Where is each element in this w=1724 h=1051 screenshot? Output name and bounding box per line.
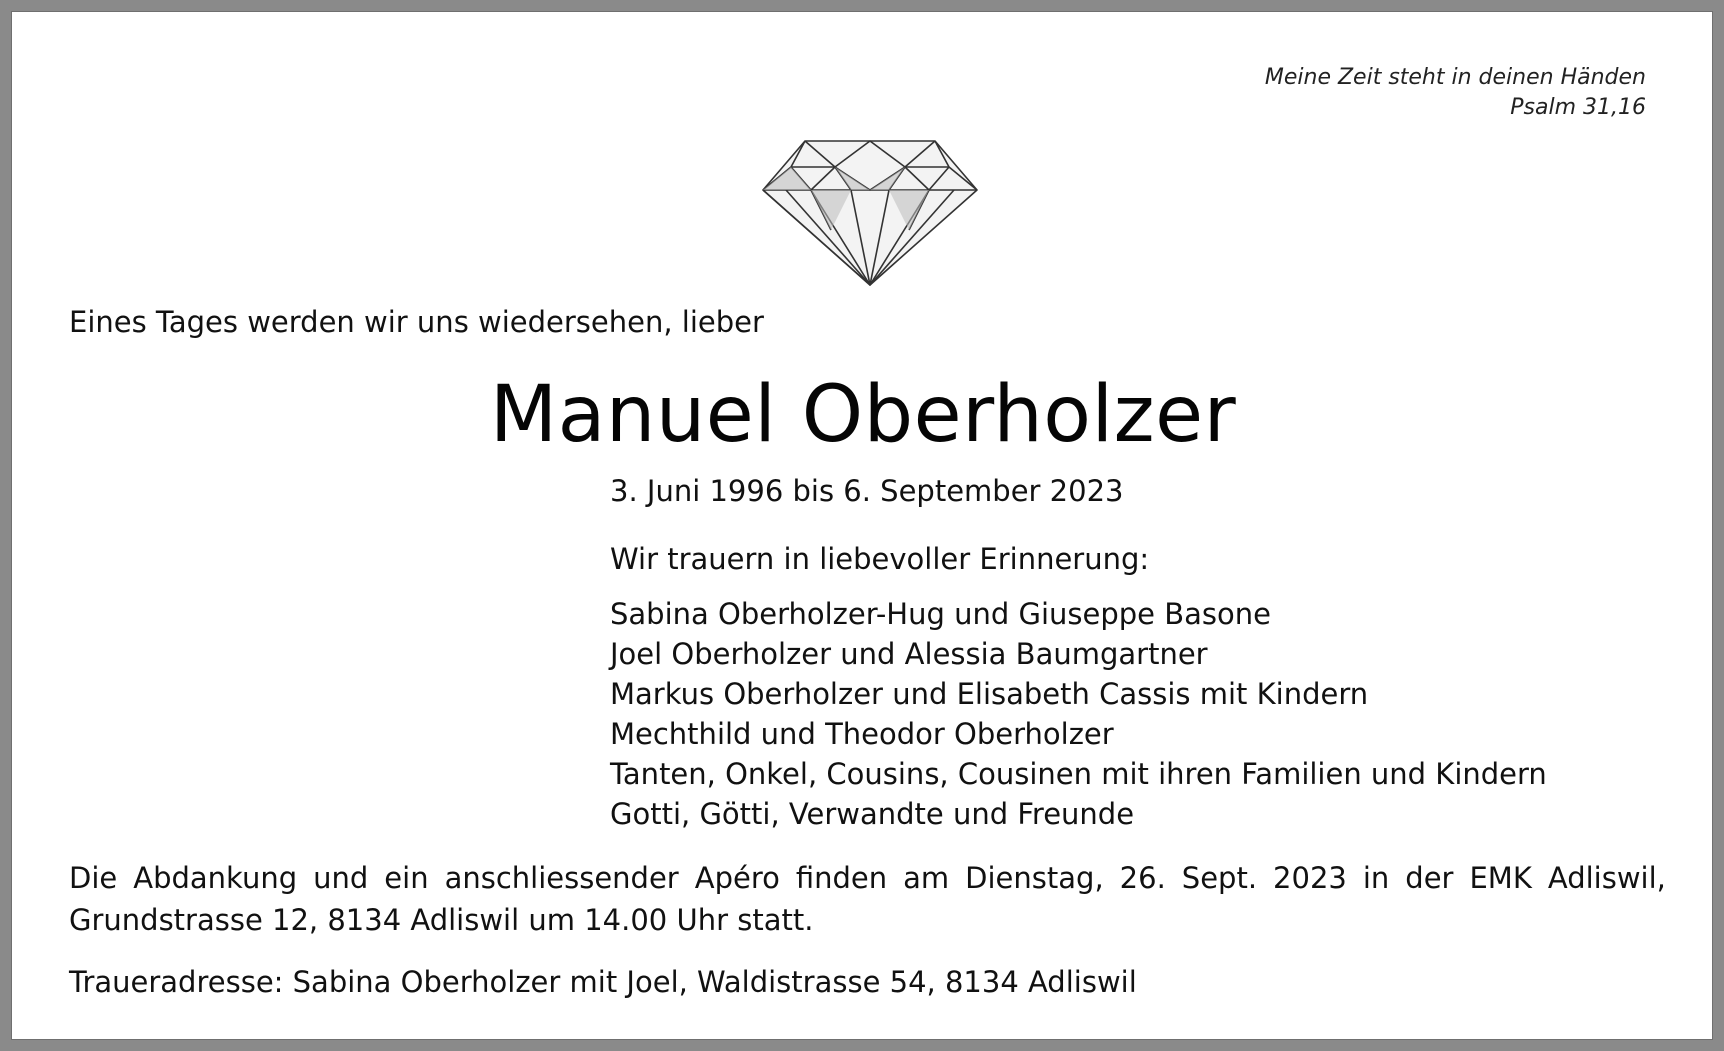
ceremony-word: Adliswil, [1547, 861, 1666, 895]
family-member: Markus Oberholzer und Elisabeth Cassis mit Kindern [610, 677, 1369, 711]
family-member: Gotti, Götti, Verwandte und Freunde [610, 797, 1135, 831]
ceremony-word: Dienstag, [965, 861, 1104, 895]
ceremony-word: Apéro [694, 861, 780, 895]
quote-source: Psalm 31,16 [1510, 95, 1646, 120]
bible-quote [1265, 63, 1646, 123]
intro-line: Eines Tages werden wir uns wiedersehen, lieber [69, 305, 764, 339]
ceremony-word: Die [69, 861, 118, 895]
ceremony-word: ein [384, 861, 429, 895]
family-list [610, 594, 1547, 834]
ceremony-word: Sept. [1181, 861, 1258, 895]
ceremony-word: der [1405, 861, 1454, 895]
quote-text: Meine Zeit steht in deinen Händen [1264, 65, 1646, 90]
mourning-line: Wir trauern in liebevoller Erinnerung: [610, 542, 1150, 576]
deceased-name: Manuel Oberholzer [489, 370, 1237, 460]
ceremony-word: Abdankung [133, 861, 298, 895]
family-member: Tanten, Onkel, Cousins, Cousinen mit ihren Familien und Kindern [610, 757, 1547, 791]
ceremony-line-1 [69, 857, 1666, 899]
family-member: Mechthild und Theodor Oberholzer [610, 717, 1114, 751]
ceremony-word: EMK [1469, 861, 1532, 895]
ceremony-word: 2023 [1273, 861, 1347, 895]
life-dates: 3. Juni 1996 bis 6. September 2023 [610, 474, 1124, 508]
obituary-notice [11, 11, 1713, 1040]
ceremony-word: 26. [1119, 861, 1166, 895]
mourning-address: Traueradresse: Sabina Oberholzer mit Joel, Waldistrasse 54, 8134 Adliswil [69, 965, 1137, 999]
family-member: Joel Oberholzer und Alessia Baumgartner [610, 637, 1208, 671]
ceremony-info [69, 857, 1666, 941]
ceremony-word: und [313, 861, 369, 895]
ceremony-word: in [1362, 861, 1390, 895]
diamond-icon [761, 135, 979, 287]
family-member: Sabina Oberholzer-Hug und Giuseppe Basone [610, 597, 1271, 631]
ceremony-word: finden [795, 861, 888, 895]
ceremony-line-2: Grundstrasse 12, 8134 Adliswil um 14.00 Uhr statt. [69, 903, 814, 937]
ceremony-word: am [903, 861, 950, 895]
ceremony-word: anschliessender [444, 861, 679, 895]
